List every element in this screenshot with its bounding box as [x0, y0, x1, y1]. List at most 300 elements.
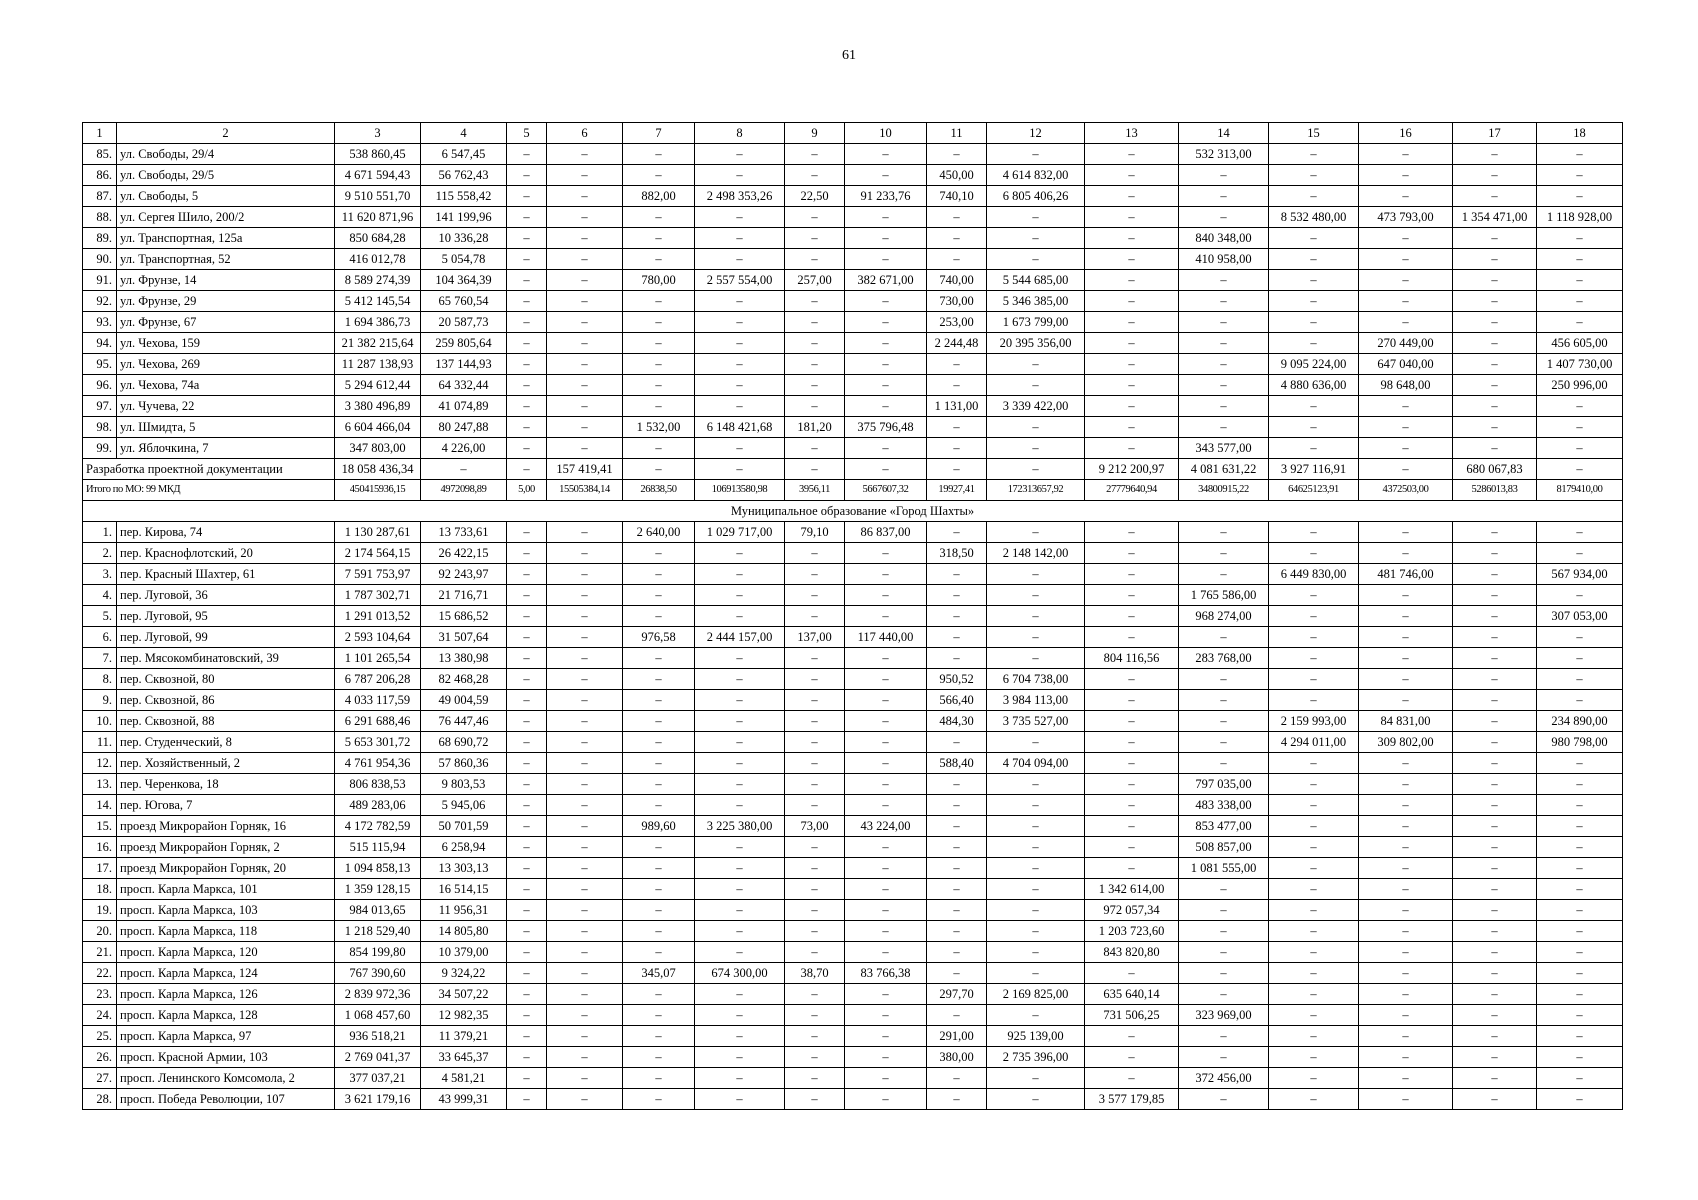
- value-cell: –: [1085, 291, 1179, 312]
- value-cell: –: [1359, 417, 1453, 438]
- value-cell: 950,52: [927, 669, 987, 690]
- value-cell: 11 956,31: [421, 900, 507, 921]
- value-cell: –: [507, 207, 547, 228]
- value-cell: –: [845, 585, 927, 606]
- value-cell: –: [547, 375, 623, 396]
- value-cell: 647 040,00: [1359, 354, 1453, 375]
- address-cell: ул. Фрунзе, 14: [117, 270, 335, 291]
- address-cell: пер. Луговой, 99: [117, 627, 335, 648]
- value-cell: –: [1537, 669, 1623, 690]
- value-cell: 13 380,98: [421, 648, 507, 669]
- row-number-cell: 22.: [83, 963, 117, 984]
- value-cell: –: [1269, 606, 1359, 627]
- value-cell: –: [623, 543, 695, 564]
- value-cell: –: [785, 438, 845, 459]
- column-number-cell: 15: [1269, 123, 1359, 144]
- value-cell: 11 620 871,96: [335, 207, 421, 228]
- value-cell: –: [1085, 1026, 1179, 1047]
- value-cell: –: [623, 732, 695, 753]
- value-cell: –: [1359, 396, 1453, 417]
- value-cell: –: [507, 732, 547, 753]
- value-cell: 10 379,00: [421, 942, 507, 963]
- value-cell: –: [1453, 669, 1537, 690]
- value-cell: –: [1085, 1068, 1179, 1089]
- value-cell: –: [1269, 186, 1359, 207]
- value-cell: –: [507, 1068, 547, 1089]
- value-cell: –: [987, 564, 1085, 585]
- value-cell: –: [547, 396, 623, 417]
- value-cell: –: [845, 879, 927, 900]
- value-cell: –: [1537, 858, 1623, 879]
- value-cell: 972 057,34: [1085, 900, 1179, 921]
- value-cell: 840 348,00: [1179, 228, 1269, 249]
- value-cell: 98 648,00: [1359, 375, 1453, 396]
- value-cell: 6 704 738,00: [987, 669, 1085, 690]
- value-cell: 980 798,00: [1537, 732, 1623, 753]
- value-cell: 843 820,80: [1085, 942, 1179, 963]
- value-cell: –: [1179, 564, 1269, 585]
- value-cell: –: [1269, 522, 1359, 543]
- value-cell: 730,00: [927, 291, 987, 312]
- address-cell: ул. Чехова, 159: [117, 333, 335, 354]
- value-cell: –: [1179, 690, 1269, 711]
- value-cell: –: [1179, 333, 1269, 354]
- value-cell: –: [1453, 963, 1537, 984]
- row-number-cell: 5.: [83, 606, 117, 627]
- value-cell: 850 684,28: [335, 228, 421, 249]
- row-number-cell: 12.: [83, 753, 117, 774]
- value-cell: –: [623, 249, 695, 270]
- column-number-cell: 3: [335, 123, 421, 144]
- value-cell: –: [623, 375, 695, 396]
- value-cell: –: [927, 900, 987, 921]
- value-cell: –: [987, 795, 1085, 816]
- value-cell: –: [785, 879, 845, 900]
- value-cell: 3 577 179,85: [1085, 1089, 1179, 1110]
- value-cell: –: [927, 1068, 987, 1089]
- value-cell: –: [695, 1089, 785, 1110]
- value-cell: –: [927, 858, 987, 879]
- table-row: [83, 690, 1623, 711]
- value-cell: –: [1359, 669, 1453, 690]
- value-cell: –: [547, 564, 623, 585]
- value-cell: 27779640,94: [1085, 480, 1179, 501]
- value-cell: –: [1359, 312, 1453, 333]
- value-cell: –: [785, 1089, 845, 1110]
- value-cell: –: [1453, 942, 1537, 963]
- value-cell: –: [1453, 417, 1537, 438]
- row-number-cell: 7.: [83, 648, 117, 669]
- value-cell: –: [987, 648, 1085, 669]
- value-cell: –: [845, 837, 927, 858]
- repair-cost-table: [82, 122, 1623, 1110]
- value-cell: –: [1179, 207, 1269, 228]
- value-cell: 382 671,00: [845, 270, 927, 291]
- value-cell: –: [927, 1005, 987, 1026]
- value-cell: –: [1359, 837, 1453, 858]
- row-number-cell: 95.: [83, 354, 117, 375]
- value-cell: –: [987, 774, 1085, 795]
- value-cell: –: [785, 795, 845, 816]
- address-cell: пер. Краснофлотский, 20: [117, 543, 335, 564]
- value-cell: –: [695, 564, 785, 585]
- value-cell: –: [785, 354, 845, 375]
- value-cell: –: [1359, 942, 1453, 963]
- row-number-cell: 93.: [83, 312, 117, 333]
- value-cell: 4 081 631,22: [1179, 459, 1269, 480]
- value-cell: 1 118 928,00: [1537, 207, 1623, 228]
- value-cell: –: [507, 291, 547, 312]
- value-cell: –: [1537, 984, 1623, 1005]
- value-cell: –: [785, 837, 845, 858]
- value-cell: –: [1537, 942, 1623, 963]
- column-number-cell: 4: [421, 123, 507, 144]
- value-cell: –: [1537, 417, 1623, 438]
- value-cell: –: [1537, 900, 1623, 921]
- row-number-cell: 4.: [83, 585, 117, 606]
- address-cell: пер. Студенческий, 8: [117, 732, 335, 753]
- value-cell: 1 532,00: [623, 417, 695, 438]
- value-cell: –: [927, 1089, 987, 1110]
- value-cell: –: [1085, 333, 1179, 354]
- table-row: [83, 1026, 1623, 1047]
- value-cell: –: [785, 333, 845, 354]
- value-cell: –: [1359, 228, 1453, 249]
- value-cell: –: [927, 564, 987, 585]
- row-number-cell: 16.: [83, 837, 117, 858]
- value-cell: –: [547, 312, 623, 333]
- value-cell: –: [623, 900, 695, 921]
- value-cell: –: [1085, 438, 1179, 459]
- value-cell: –: [785, 648, 845, 669]
- value-cell: 6 148 421,68: [695, 417, 785, 438]
- value-cell: –: [785, 585, 845, 606]
- value-cell: 19927,41: [927, 480, 987, 501]
- value-cell: –: [1085, 732, 1179, 753]
- row-number-cell: 1.: [83, 522, 117, 543]
- value-cell: –: [1359, 543, 1453, 564]
- value-cell: –: [1453, 186, 1537, 207]
- value-cell: –: [845, 1089, 927, 1110]
- value-cell: 3 339 422,00: [987, 396, 1085, 417]
- value-cell: –: [623, 333, 695, 354]
- value-cell: 3 735 527,00: [987, 711, 1085, 732]
- table-row: [83, 606, 1623, 627]
- value-cell: 318,50: [927, 543, 987, 564]
- value-cell: –: [1085, 690, 1179, 711]
- value-cell: –: [623, 585, 695, 606]
- value-cell: –: [1269, 984, 1359, 1005]
- value-cell: 84 831,00: [1359, 711, 1453, 732]
- value-cell: –: [1179, 627, 1269, 648]
- value-cell: –: [623, 753, 695, 774]
- value-cell: –: [507, 921, 547, 942]
- value-cell: –: [845, 732, 927, 753]
- value-cell: –: [547, 354, 623, 375]
- value-cell: –: [507, 858, 547, 879]
- value-cell: –: [1085, 606, 1179, 627]
- value-cell: –: [1359, 1005, 1453, 1026]
- value-cell: –: [547, 165, 623, 186]
- table-row: [83, 711, 1623, 732]
- value-cell: –: [845, 795, 927, 816]
- address-cell: просп. Карла Маркса, 103: [117, 900, 335, 921]
- value-cell: 450415936,15: [335, 480, 421, 501]
- value-cell: –: [1269, 1005, 1359, 1026]
- value-cell: 41 074,89: [421, 396, 507, 417]
- value-cell: –: [1085, 585, 1179, 606]
- value-cell: –: [1179, 165, 1269, 186]
- value-cell: 56 762,43: [421, 165, 507, 186]
- value-cell: –: [845, 354, 927, 375]
- value-cell: –: [623, 795, 695, 816]
- value-cell: 567 934,00: [1537, 564, 1623, 585]
- value-cell: –: [695, 711, 785, 732]
- value-cell: 5,00: [507, 480, 547, 501]
- value-cell: –: [927, 816, 987, 837]
- row-number-cell: 13.: [83, 774, 117, 795]
- value-cell: 6 449 830,00: [1269, 564, 1359, 585]
- value-cell: 635 640,14: [1085, 984, 1179, 1005]
- value-cell: –: [507, 522, 547, 543]
- value-cell: 2 593 104,64: [335, 627, 421, 648]
- value-cell: 483 338,00: [1179, 795, 1269, 816]
- value-cell: –: [1269, 270, 1359, 291]
- value-cell: –: [1359, 648, 1453, 669]
- value-cell: –: [1453, 774, 1537, 795]
- value-cell: 26838,50: [623, 480, 695, 501]
- value-cell: –: [1359, 1026, 1453, 1047]
- value-cell: –: [987, 144, 1085, 165]
- value-cell: 64 332,44: [421, 375, 507, 396]
- value-cell: 141 199,96: [421, 207, 507, 228]
- value-cell: –: [845, 228, 927, 249]
- value-cell: –: [1453, 711, 1537, 732]
- value-cell: –: [1085, 816, 1179, 837]
- value-cell: –: [547, 816, 623, 837]
- value-cell: 5286013,83: [1453, 480, 1537, 501]
- value-cell: –: [1359, 144, 1453, 165]
- value-cell: –: [547, 438, 623, 459]
- value-cell: 481 746,00: [1359, 564, 1453, 585]
- value-cell: –: [623, 1089, 695, 1110]
- value-cell: –: [695, 921, 785, 942]
- table-row: [83, 900, 1623, 921]
- address-cell: ул. Транспортная, 52: [117, 249, 335, 270]
- row-number-cell: 21.: [83, 942, 117, 963]
- value-cell: 1 673 799,00: [987, 312, 1085, 333]
- value-cell: –: [623, 165, 695, 186]
- value-cell: 10 336,28: [421, 228, 507, 249]
- table-row: [83, 1047, 1623, 1068]
- value-cell: –: [547, 606, 623, 627]
- value-cell: –: [547, 333, 623, 354]
- table-row: [83, 291, 1623, 312]
- value-cell: 2 244,48: [927, 333, 987, 354]
- value-cell: –: [1453, 396, 1537, 417]
- value-cell: –: [845, 207, 927, 228]
- value-cell: –: [623, 711, 695, 732]
- value-cell: –: [845, 144, 927, 165]
- value-cell: –: [785, 228, 845, 249]
- value-cell: –: [623, 228, 695, 249]
- value-cell: –: [1179, 186, 1269, 207]
- value-cell: –: [1453, 375, 1537, 396]
- value-cell: –: [547, 732, 623, 753]
- row-number-cell: 9.: [83, 690, 117, 711]
- value-cell: –: [1179, 963, 1269, 984]
- value-cell: –: [507, 816, 547, 837]
- value-cell: 43 224,00: [845, 816, 927, 837]
- value-cell: 6 805 406,26: [987, 186, 1085, 207]
- value-cell: –: [1359, 879, 1453, 900]
- value-cell: 515 115,94: [335, 837, 421, 858]
- value-cell: –: [547, 417, 623, 438]
- value-cell: 5 412 145,54: [335, 291, 421, 312]
- value-cell: 1 787 302,71: [335, 585, 421, 606]
- value-cell: 674 300,00: [695, 963, 785, 984]
- value-cell: –: [1269, 648, 1359, 669]
- value-cell: –: [623, 1026, 695, 1047]
- value-cell: 853 477,00: [1179, 816, 1269, 837]
- value-cell: –: [1085, 144, 1179, 165]
- value-cell: –: [1359, 585, 1453, 606]
- value-cell: –: [1269, 417, 1359, 438]
- value-cell: –: [1359, 1089, 1453, 1110]
- table-row: [83, 207, 1623, 228]
- value-cell: –: [1537, 774, 1623, 795]
- value-cell: –: [1269, 1047, 1359, 1068]
- value-cell: –: [547, 984, 623, 1005]
- value-cell: –: [1359, 1047, 1453, 1068]
- value-cell: –: [1537, 1026, 1623, 1047]
- value-cell: 416 012,78: [335, 249, 421, 270]
- value-cell: –: [785, 984, 845, 1005]
- table-row: [83, 837, 1623, 858]
- value-cell: –: [695, 942, 785, 963]
- value-cell: –: [1359, 270, 1453, 291]
- table-row: [83, 585, 1623, 606]
- value-cell: 181,20: [785, 417, 845, 438]
- value-cell: –: [1085, 963, 1179, 984]
- value-cell: –: [1269, 879, 1359, 900]
- row-number-cell: 23.: [83, 984, 117, 1005]
- value-cell: 20 395 356,00: [987, 333, 1085, 354]
- value-cell: 2 839 972,36: [335, 984, 421, 1005]
- value-cell: –: [623, 774, 695, 795]
- value-cell: –: [1537, 312, 1623, 333]
- value-cell: –: [547, 669, 623, 690]
- value-cell: –: [507, 690, 547, 711]
- value-cell: –: [695, 1047, 785, 1068]
- value-cell: –: [547, 711, 623, 732]
- value-cell: –: [1537, 585, 1623, 606]
- value-cell: –: [623, 291, 695, 312]
- value-cell: –: [695, 144, 785, 165]
- value-cell: –: [695, 1068, 785, 1089]
- table-row: [83, 564, 1623, 585]
- value-cell: –: [623, 858, 695, 879]
- value-cell: –: [1453, 1026, 1537, 1047]
- value-cell: –: [547, 858, 623, 879]
- value-cell: 4 581,21: [421, 1068, 507, 1089]
- value-cell: –: [623, 879, 695, 900]
- value-cell: 323 969,00: [1179, 1005, 1269, 1026]
- value-cell: 4 704 094,00: [987, 753, 1085, 774]
- value-cell: –: [1359, 606, 1453, 627]
- value-cell: 925 139,00: [987, 1026, 1085, 1047]
- row-number-cell: 24.: [83, 1005, 117, 1026]
- value-cell: –: [695, 249, 785, 270]
- value-cell: 2 159 993,00: [1269, 711, 1359, 732]
- value-cell: –: [1085, 249, 1179, 270]
- value-cell: –: [845, 333, 927, 354]
- value-cell: –: [507, 1047, 547, 1068]
- value-cell: –: [547, 921, 623, 942]
- table-row: [83, 648, 1623, 669]
- value-cell: –: [927, 921, 987, 942]
- value-cell: –: [695, 165, 785, 186]
- value-cell: –: [1269, 669, 1359, 690]
- row-number-cell: 88.: [83, 207, 117, 228]
- value-cell: –: [695, 459, 785, 480]
- value-cell: –: [1359, 795, 1453, 816]
- value-cell: 4 294 011,00: [1269, 732, 1359, 753]
- value-cell: 13 733,61: [421, 522, 507, 543]
- value-cell: –: [695, 774, 785, 795]
- value-cell: 2 735 396,00: [987, 1047, 1085, 1068]
- value-cell: –: [507, 375, 547, 396]
- value-cell: 345,07: [623, 963, 695, 984]
- value-cell: –: [1453, 1089, 1537, 1110]
- value-cell: –: [927, 963, 987, 984]
- value-cell: –: [1269, 774, 1359, 795]
- value-cell: 4972098,89: [421, 480, 507, 501]
- column-number-cell: 12: [987, 123, 1085, 144]
- value-cell: 50 701,59: [421, 816, 507, 837]
- value-cell: –: [1537, 1089, 1623, 1110]
- total-row: [83, 480, 1623, 501]
- value-cell: 64625123,91: [1269, 480, 1359, 501]
- value-cell: 984 013,65: [335, 900, 421, 921]
- value-cell: –: [987, 249, 1085, 270]
- value-cell: –: [507, 438, 547, 459]
- value-cell: –: [845, 1047, 927, 1068]
- value-cell: –: [623, 438, 695, 459]
- value-cell: –: [1269, 921, 1359, 942]
- value-cell: 257,00: [785, 270, 845, 291]
- column-number-cell: 13: [1085, 123, 1179, 144]
- value-cell: –: [1085, 837, 1179, 858]
- value-cell: –: [1085, 774, 1179, 795]
- value-cell: –: [1269, 144, 1359, 165]
- value-cell: 157 419,41: [547, 459, 623, 480]
- value-cell: –: [987, 921, 1085, 942]
- value-cell: –: [785, 921, 845, 942]
- value-cell: –: [927, 837, 987, 858]
- column-number-cell: 8: [695, 123, 785, 144]
- value-cell: 86 837,00: [845, 522, 927, 543]
- value-cell: –: [507, 795, 547, 816]
- value-cell: –: [987, 459, 1085, 480]
- value-cell: –: [695, 669, 785, 690]
- value-cell: –: [1537, 270, 1623, 291]
- column-number-cell: 11: [927, 123, 987, 144]
- column-number-cell: 18: [1537, 123, 1623, 144]
- table-row: [83, 879, 1623, 900]
- value-cell: 22,50: [785, 186, 845, 207]
- value-cell: –: [1085, 270, 1179, 291]
